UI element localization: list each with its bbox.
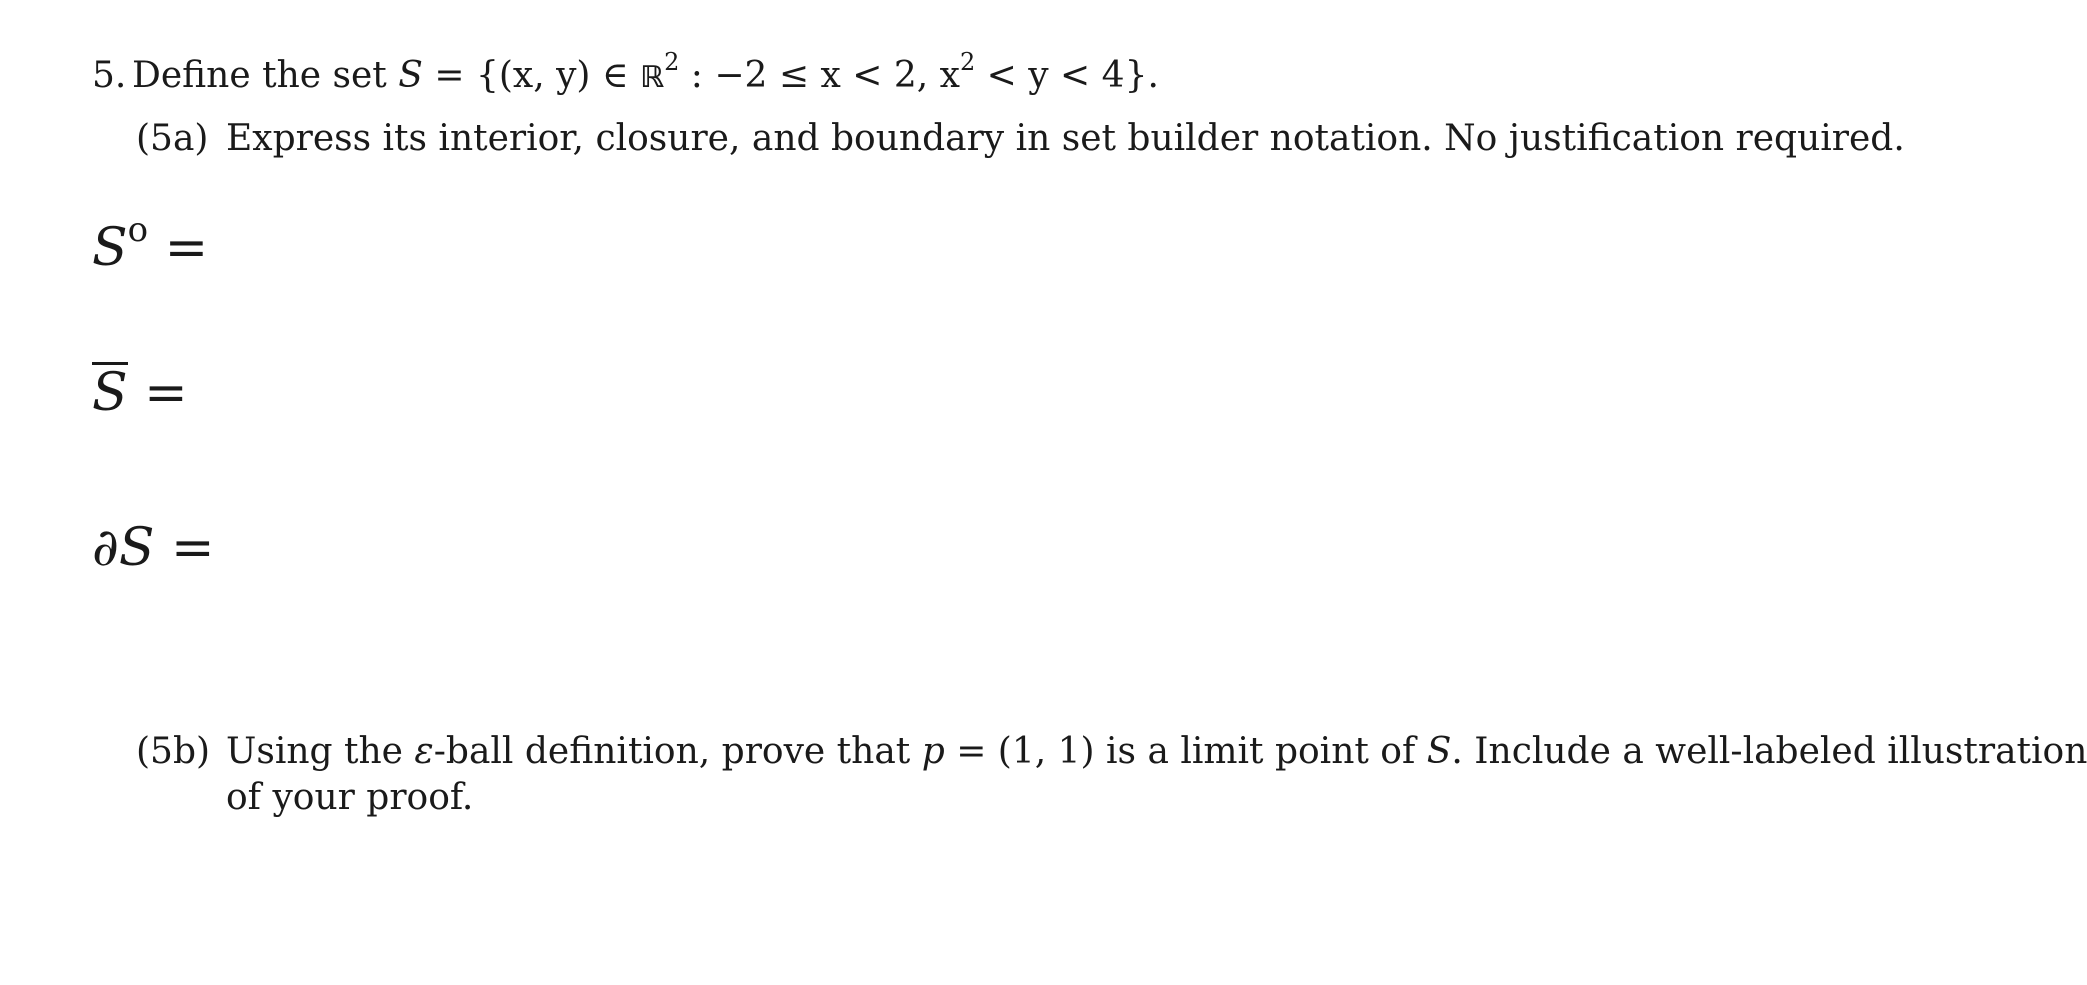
part-b-text-2: -ball definition, prove that xyxy=(433,731,922,772)
part-a-label: (5a) xyxy=(136,118,209,159)
part-b-continuation xyxy=(226,776,473,820)
interior-symbol: S xyxy=(92,218,128,278)
boundary-answer xyxy=(92,518,215,578)
set-condition-a: : −2 ≤ x < 2, x xyxy=(690,55,960,96)
problem-intro: Define the set xyxy=(132,55,387,96)
set-variable: S xyxy=(1426,731,1452,772)
condition-exponent: 2 xyxy=(959,48,976,76)
reals-symbol: ℝ xyxy=(640,60,665,95)
epsilon-symbol: ε xyxy=(414,731,434,772)
part-b xyxy=(136,730,2087,774)
closure-equals: = xyxy=(127,363,188,423)
closure-symbol: S xyxy=(92,363,128,423)
part-b-line-2: of your proof. xyxy=(226,777,474,818)
interior-equals: = xyxy=(148,218,209,278)
problem-number: 5. xyxy=(92,55,127,96)
part-b-label: (5b) xyxy=(136,731,211,772)
part-b-text-1: Using the xyxy=(226,731,415,772)
reals-exponent: 2 xyxy=(664,48,680,76)
part-a-text: Express its interior, closure, and boundary in set builder notation. No justification required. xyxy=(226,118,1905,159)
boundary-equals: = xyxy=(154,518,215,578)
problem-statement xyxy=(92,48,1159,100)
interior-answer xyxy=(92,209,209,278)
part-b-text-3: = (1, 1) is a limit point of xyxy=(944,731,1427,772)
part-b-text-4: . Include a well-labeled illustration xyxy=(1451,731,2087,772)
part-a xyxy=(136,117,1905,161)
boundary-symbol: ∂S xyxy=(92,518,155,578)
set-symbol: S xyxy=(398,55,423,96)
interior-mark: o xyxy=(127,209,149,250)
point-variable: p xyxy=(921,731,945,772)
set-definition: = {(x, y) ∈ xyxy=(434,55,641,96)
closure-answer xyxy=(92,362,188,423)
set-condition-b: < y < 4}. xyxy=(975,55,1159,96)
